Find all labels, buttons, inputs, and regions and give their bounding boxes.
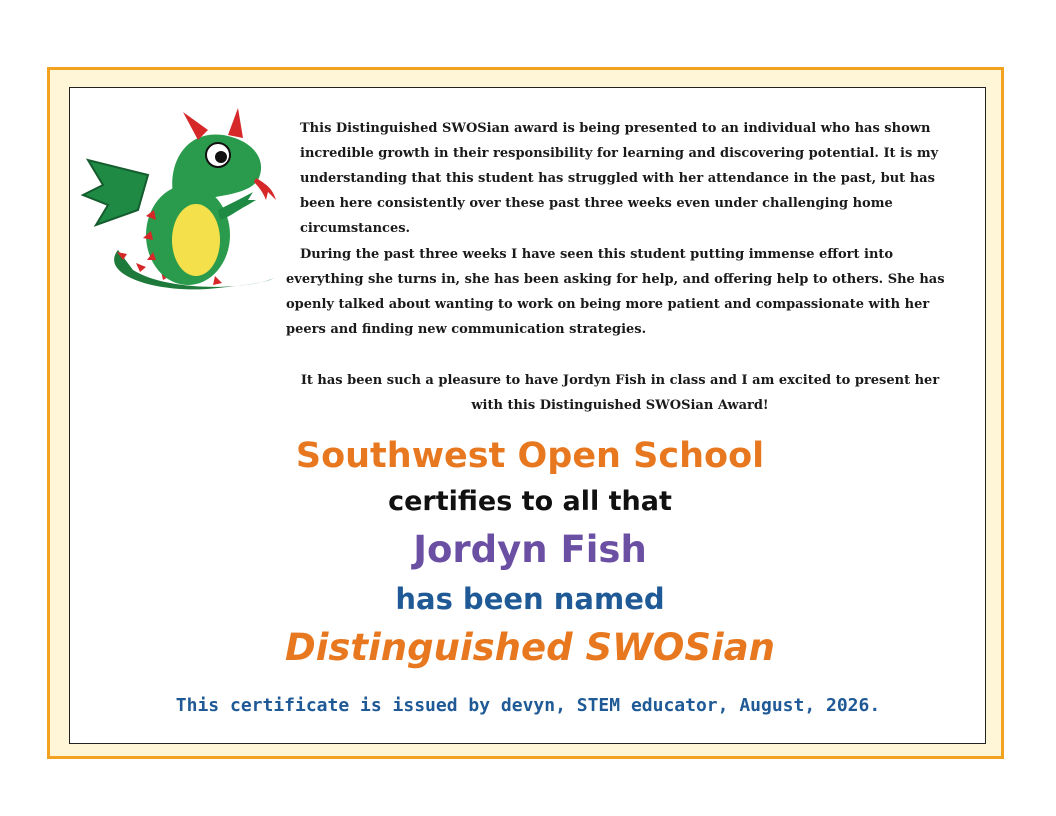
closing-paragraph: It has been such a pleasure to have Jordyn Fish in class and I am excited to present her with this Distinguished SWOSian Award! [300, 373, 940, 413]
award-description-paragraph: This Distinguished SWOSian award is being presented to an individual who has shown incredible growth in their responsibility for learning and discovering potential. It is my understanding that this student has struggled with her attendance in the past, but has been here consistently over these past three weeks even under challenging home circumstances. [300, 121, 939, 236]
named-line: has been named [395, 582, 665, 616]
dragon-mascot-icon [78, 100, 278, 300]
recipient-name: Jordyn Fish [413, 528, 647, 571]
certifies-line: certifies to all that [388, 486, 672, 517]
award-title: Distinguished SWOSian [284, 626, 775, 669]
effort-description-paragraph: During the past three weeks I have seen this student putting immense effort into everything she turns in, she has been asking for help, and offering help to others. She has openly talked about wanting to work on being more patient and compassionate with her peers and finding new communication strategies. [286, 247, 945, 337]
school-name: Southwest Open School [295, 436, 765, 476]
issuer-footer: This certificate is issued by devyn, STEM educator, August, 2026. [175, 695, 881, 716]
